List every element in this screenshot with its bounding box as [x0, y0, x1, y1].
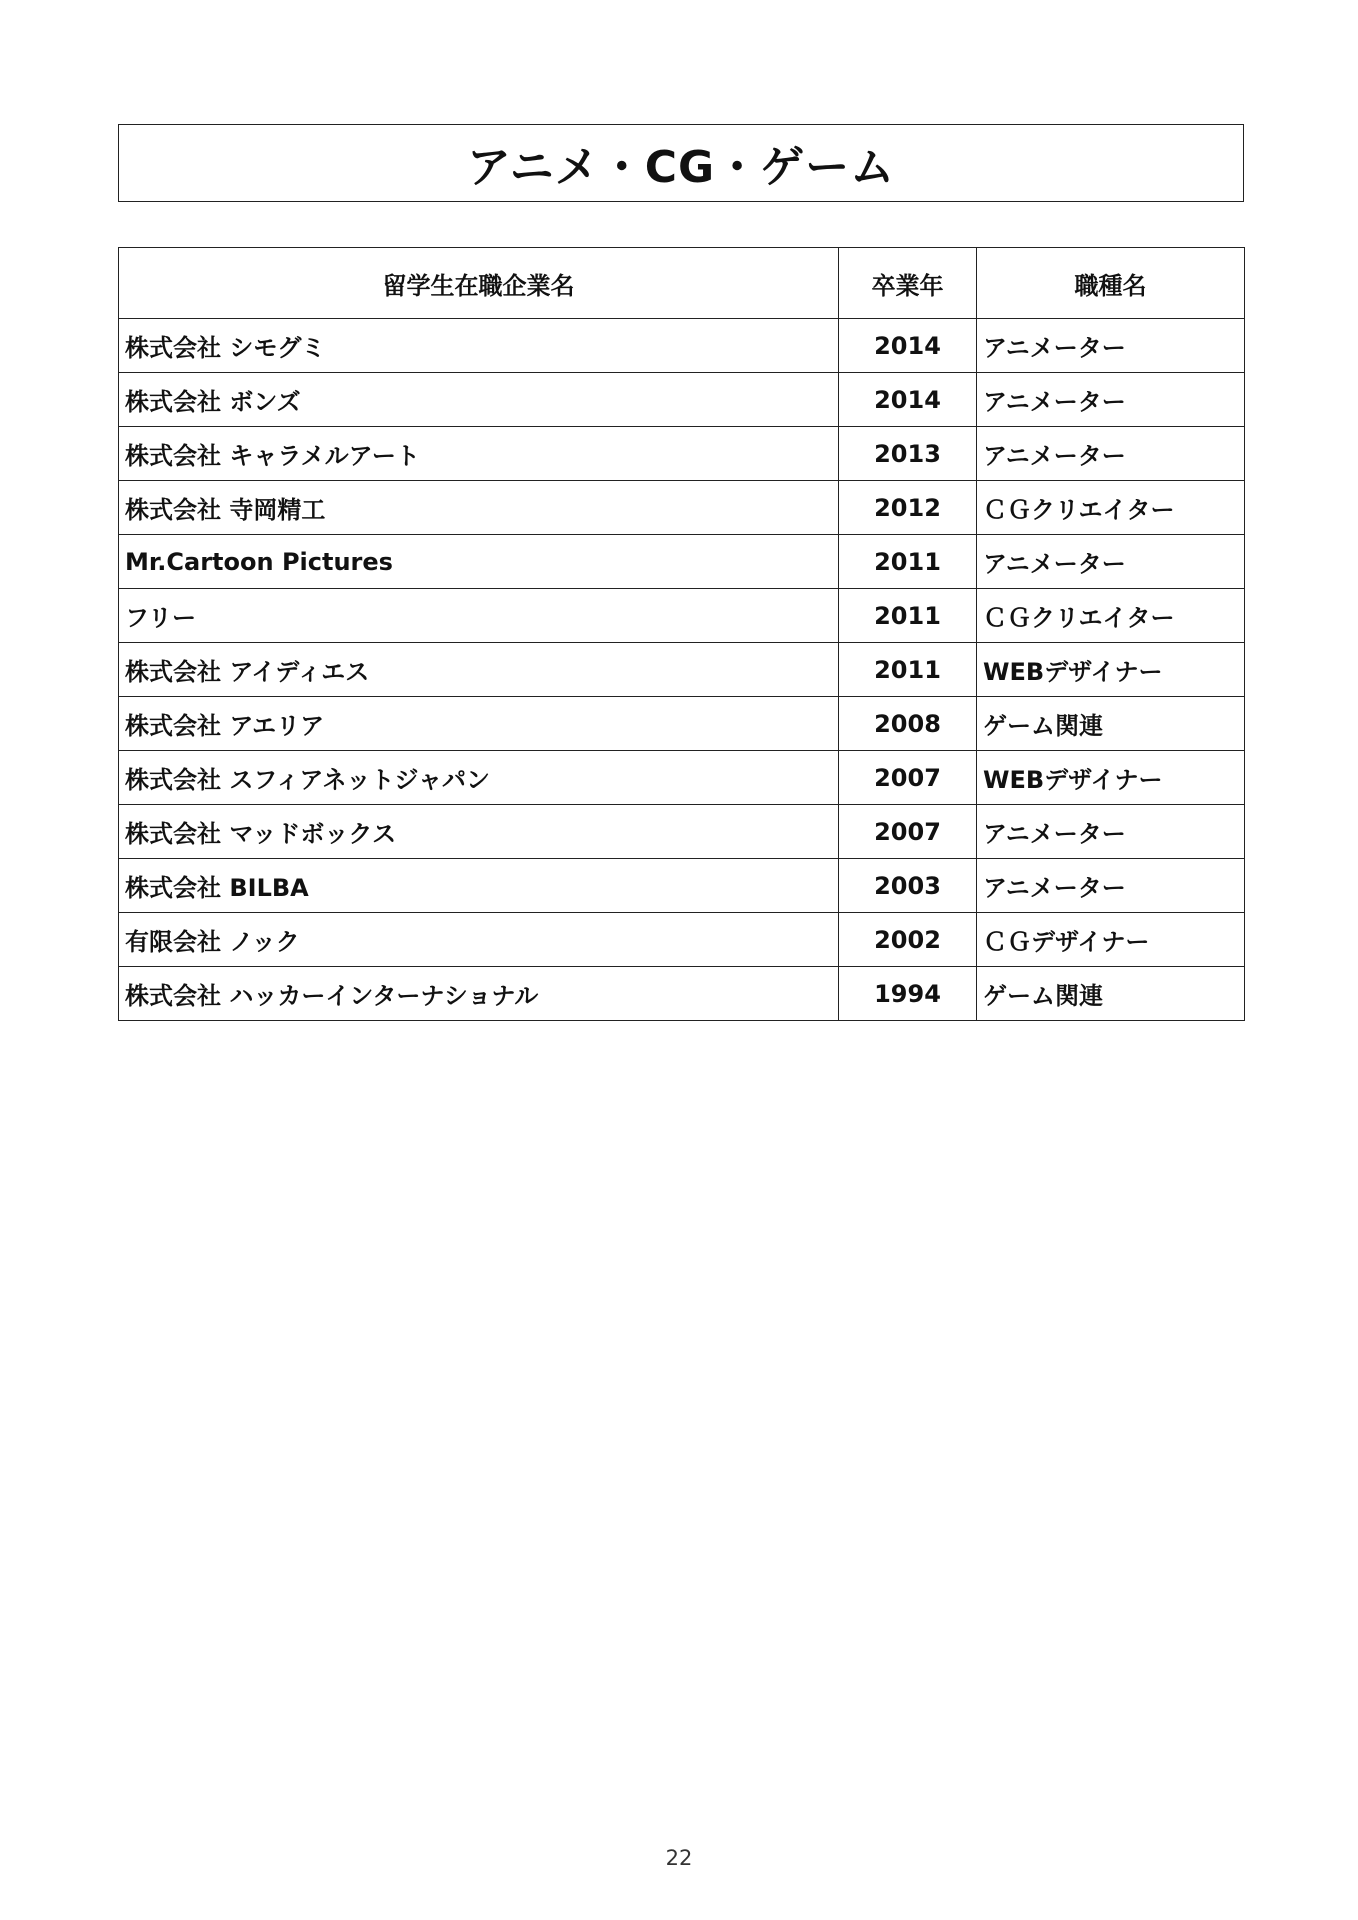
cell-company: 株式会社 アエリア: [119, 697, 839, 751]
cell-job: ＣＧデザイナー: [977, 913, 1245, 967]
cell-year: 2011: [839, 589, 977, 643]
table-row: [119, 481, 1245, 535]
page-title: アニメ・CG・ゲーム: [466, 142, 896, 193]
header-company: 留学生在職企業名: [119, 248, 839, 319]
cell-year: 2012: [839, 481, 977, 535]
cell-year: 2008: [839, 697, 977, 751]
cell-job: アニメーター: [977, 805, 1245, 859]
table-header-row: [119, 248, 1245, 319]
cell-year: 1994: [839, 967, 977, 1021]
cell-company: 株式会社 ハッカーインターナショナル: [119, 967, 839, 1021]
cell-year: 2007: [839, 751, 977, 805]
table-row: [119, 643, 1245, 697]
table-row: [119, 859, 1245, 913]
cell-job: アニメーター: [977, 427, 1245, 481]
cell-year: 2011: [839, 535, 977, 589]
cell-job: ＣＧクリエイター: [977, 481, 1245, 535]
cell-job: WEBデザイナー: [977, 751, 1245, 805]
title-box: [118, 124, 1244, 202]
cell-company: 有限会社 ノック: [119, 913, 839, 967]
cell-year: 2013: [839, 427, 977, 481]
cell-job: アニメーター: [977, 859, 1245, 913]
table-row: [119, 319, 1245, 373]
cell-job: アニメーター: [977, 535, 1245, 589]
table-body: [119, 319, 1245, 1021]
cell-job: ゲーム関連: [977, 967, 1245, 1021]
cell-job: WEBデザイナー: [977, 643, 1245, 697]
cell-company: 株式会社 BILBA: [119, 859, 839, 913]
header-year: 卒業年: [839, 248, 977, 319]
cell-year: 2014: [839, 373, 977, 427]
table-row: [119, 373, 1245, 427]
table-row: [119, 913, 1245, 967]
cell-company: 株式会社 ボンズ: [119, 373, 839, 427]
cell-job: アニメーター: [977, 319, 1245, 373]
table-row: [119, 967, 1245, 1021]
cell-company: Mr.Cartoon Pictures: [119, 535, 839, 589]
cell-year: 2011: [839, 643, 977, 697]
cell-job: ＣＧクリエイター: [977, 589, 1245, 643]
table-row: [119, 427, 1245, 481]
cell-job: アニメーター: [977, 373, 1245, 427]
table-row: [119, 751, 1245, 805]
cell-year: 2002: [839, 913, 977, 967]
table-row: [119, 535, 1245, 589]
cell-company: 株式会社 キャラメルアート: [119, 427, 839, 481]
table-row: [119, 589, 1245, 643]
cell-company: 株式会社 アイディエス: [119, 643, 839, 697]
cell-company: フリー: [119, 589, 839, 643]
cell-year: 2007: [839, 805, 977, 859]
page-number: 22: [665, 1846, 693, 1870]
table-row: [119, 805, 1245, 859]
cell-company: 株式会社 スフィアネットジャパン: [119, 751, 839, 805]
cell-job: ゲーム関連: [977, 697, 1245, 751]
cell-year: 2014: [839, 319, 977, 373]
table-row: [119, 697, 1245, 751]
cell-year: 2003: [839, 859, 977, 913]
cell-company: 株式会社 寺岡精工: [119, 481, 839, 535]
cell-company: 株式会社 マッドボックス: [119, 805, 839, 859]
header-job: 職種名: [977, 248, 1245, 319]
cell-company: 株式会社 シモグミ: [119, 319, 839, 373]
employment-table: [118, 247, 1245, 1021]
